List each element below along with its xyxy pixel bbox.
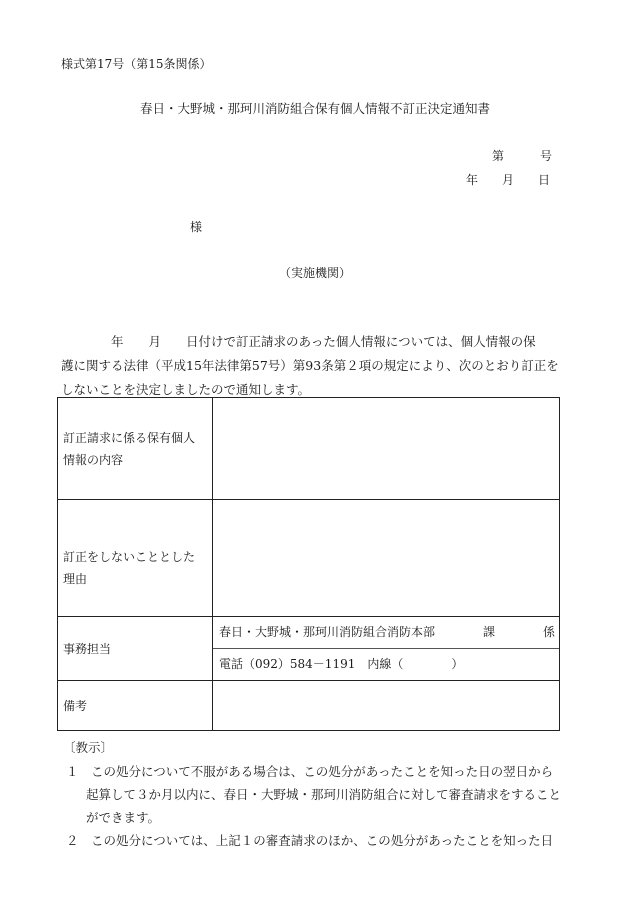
info-content-label-line1: 訂正請求に係る保有個人 bbox=[63, 430, 196, 445]
info-content-label-line2: 情報の内容 bbox=[63, 452, 124, 467]
form-number: 様式第17号（第15条関係） bbox=[61, 57, 212, 71]
contact-dept: 春日・大野城・那珂川消防組合消防本部 課 係 bbox=[219, 625, 556, 639]
reason-label bbox=[58, 500, 213, 617]
decision-table bbox=[57, 397, 560, 731]
note-1-line-3: ができます。 bbox=[86, 810, 161, 825]
remarks-label: 備考 bbox=[58, 681, 213, 731]
number-line: 第 号 bbox=[492, 149, 553, 163]
reason-cell[interactable] bbox=[213, 500, 560, 617]
info-content-cell[interactable] bbox=[213, 398, 560, 500]
note-1-line-1: １ この処分について不服がある場合は、この処分があったことを知った日の翌日から bbox=[66, 764, 554, 779]
contact-phone: 電話（092）584－1191 内線（ ） bbox=[213, 648, 559, 680]
notes-header: 〔教示〕 bbox=[63, 740, 114, 755]
addressee: 様 bbox=[190, 220, 203, 234]
remarks-cell[interactable] bbox=[213, 681, 560, 731]
body-line-3: しないことを決定しましたので通知します。 bbox=[61, 382, 311, 397]
body-line-2: 護に関する法律（平成15年法律第57号）第93条第２項の規定により、次のとおり訂正を bbox=[61, 358, 559, 373]
note-1-line-2: 起算して３か月以内に、春日・大野城・那珂川消防組合に対して審査請求をすること bbox=[86, 787, 562, 802]
table-row bbox=[58, 500, 560, 617]
document-title: 春日・大野城・那珂川消防組合保有個人情報不訂正決定通知書 bbox=[139, 101, 490, 116]
reason-label-line2: 理由 bbox=[63, 572, 88, 586]
contact-cell bbox=[213, 617, 560, 681]
date-line: 年 月 日 bbox=[466, 173, 551, 187]
body-line-1: 年 月 日付けで訂正請求のあった個人情報については、個人情報の保 bbox=[61, 334, 536, 349]
note-2-line-1: ２ この処分については、上記１の審査請求のほか、この処分があったことを知った日 bbox=[66, 833, 554, 848]
table-row bbox=[58, 398, 560, 500]
contact-label: 事務担当 bbox=[58, 617, 213, 681]
info-content-label bbox=[58, 398, 213, 500]
implementing-agency: （実施機関） bbox=[278, 266, 351, 280]
reason-label-line1: 訂正をしないこととした bbox=[63, 550, 196, 564]
table-row bbox=[58, 681, 560, 731]
table-row bbox=[58, 617, 560, 681]
